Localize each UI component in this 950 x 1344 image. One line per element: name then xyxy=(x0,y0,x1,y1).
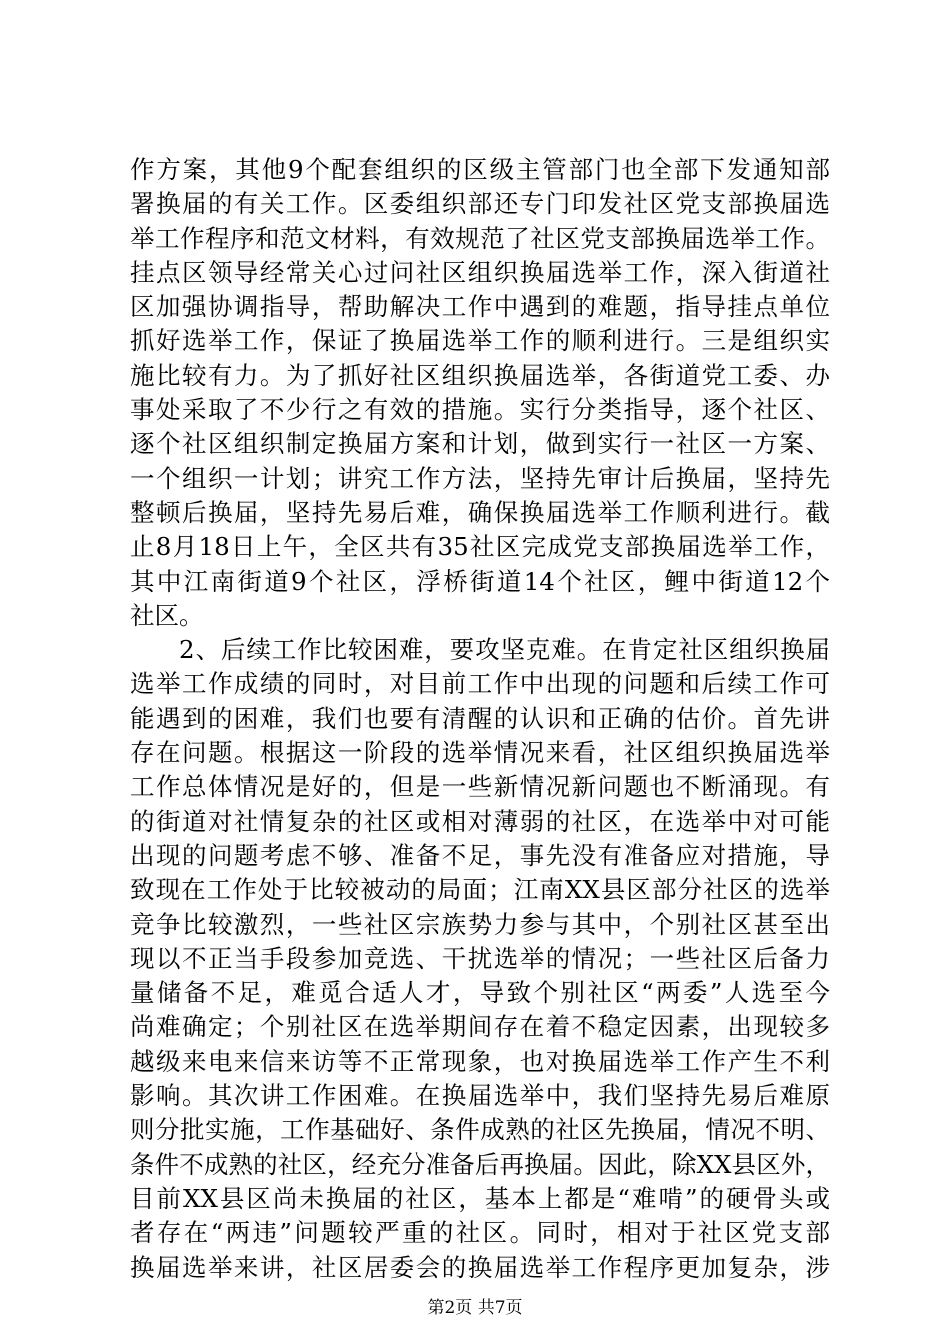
text-line: 量储备不足，难觅合适人才，导致个别社区“两委”人选至今 xyxy=(130,978,830,1008)
text-line: 越级来电来信来访等不正常现象，也对换届选举工作产生不利 xyxy=(130,1046,830,1076)
text-line: 一个组织一计划；讲究工作方法，坚持先审计后换届，坚持先 xyxy=(130,463,830,493)
page-footer xyxy=(0,1297,950,1319)
text-line: 选举工作成绩的同时，对目前工作中出现的问题和后续工作可 xyxy=(130,669,830,699)
text-line: 作方案，其他9个配套组织的区级主管部门也全部下发通知部 xyxy=(130,155,830,184)
text-line: 逐个社区组织制定换届方案和计划，做到实行一社区一方案、 xyxy=(130,429,830,459)
text-line: 条件不成熟的社区，经充分准备后再换届。因此，除XX县区外， xyxy=(130,1149,830,1179)
document-body xyxy=(130,153,830,1285)
text-line: 施比较有力。为了抓好社区组织换届选举，各街道党工委、办 xyxy=(130,360,830,390)
page-number-label: 第2页 共7页 xyxy=(427,1298,523,1318)
paragraph-2 xyxy=(130,633,830,1285)
text-line: 出现的问题考虑不够、准备不足，事先没有准备应对措施，导 xyxy=(130,840,830,870)
text-line: 能遇到的困难，我们也要有清醒的认识和正确的估价。首先讲 xyxy=(130,703,830,733)
text-line: 的街道对社情复杂的社区或相对薄弱的社区，在选举中对可能 xyxy=(130,806,830,836)
text-line: 2、后续工作比较困难，要攻坚克难。在肯定社区组织换届 xyxy=(179,635,830,665)
text-line: 区加强协调指导，帮助解决工作中遇到的难题，指导挂点单位 xyxy=(130,292,830,322)
text-line: 挂点区领导经常关心过问社区组织换届选举工作，深入街道社 xyxy=(130,257,830,287)
text-line: 抓好选举工作，保证了换届选举工作的顺利进行。三是组织实 xyxy=(130,326,830,356)
paragraph-1 xyxy=(130,153,830,633)
text-line: 者存在“两违”问题较严重的社区。同时，相对于社区党支部 xyxy=(130,1218,830,1248)
text-line: 尚难确定；个别社区在选举期间存在着不稳定因素，出现较多 xyxy=(130,1012,830,1042)
text-line: 整顿后换届，坚持先易后难，确保换届选举工作顺利进行。截 xyxy=(130,497,830,527)
text-line: 其中江南街道9个社区，浮桥街道14个社区，鲤中街道12个 xyxy=(130,566,830,596)
text-line: 换届选举来讲，社区居委会的换届选举工作程序更加复杂，涉 xyxy=(130,1252,830,1282)
text-line: 事处采取了不少行之有效的措施。实行分类指导，逐个社区、 xyxy=(130,395,830,425)
text-line: 影响。其次讲工作困难。在换届选举中，我们坚持先易后难原 xyxy=(130,1081,830,1111)
text-line: 竞争比较激烈，一些社区宗族势力参与其中，个别社区甚至出 xyxy=(130,909,830,939)
text-line: 目前XX县区尚未换届的社区，基本上都是“难啃”的硬骨头或 xyxy=(130,1183,830,1213)
text-line: 举工作程序和范文材料，有效规范了社区党支部换届选举工作。 xyxy=(130,223,830,253)
text-line: 社区。 xyxy=(130,600,204,630)
text-line: 工作总体情况是好的，但是一些新情况新问题也不断涌现。有 xyxy=(130,772,830,802)
text-line: 止8月18日上午，全区共有35社区完成党支部换届选举工作， xyxy=(130,532,830,562)
text-line: 则分批实施，工作基础好、条件成熟的社区先换届，情况不明、 xyxy=(130,1115,830,1145)
text-line: 致现在工作处于比较被动的局面；江南XX县区部分社区的选举 xyxy=(130,875,830,905)
text-line: 存在问题。根据这一阶段的选举情况来看，社区组织换届选举 xyxy=(130,738,830,768)
text-line: 署换届的有关工作。区委组织部还专门印发社区党支部换届选 xyxy=(130,189,830,219)
text-line: 现以不正当手段参加竞选、干扰选举的情况；一些社区后备力 xyxy=(130,943,830,973)
